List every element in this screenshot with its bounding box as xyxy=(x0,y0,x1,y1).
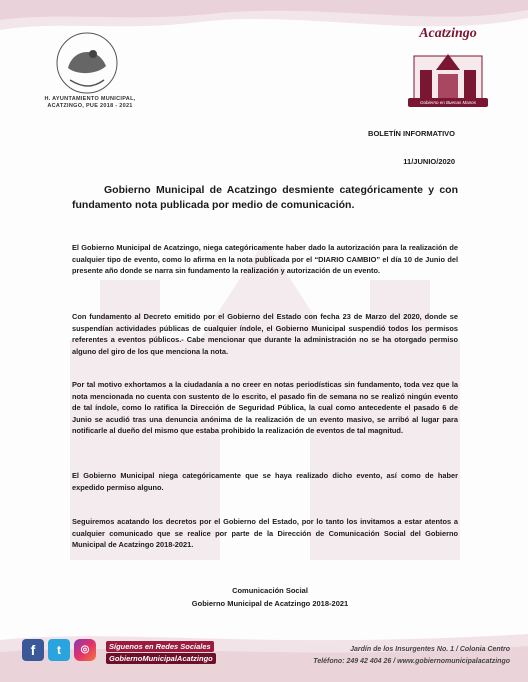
social-handle[interactable]: GobiernoMunicipalAcatzingo xyxy=(106,653,216,664)
bulletin-date: 11/JUNIO/2020 xyxy=(403,157,455,166)
footer-phone-website: Teléfono: 249 42 404 26 / www.gobiernomunicipalacatzingo xyxy=(313,658,510,665)
twitter-icon[interactable]: t xyxy=(48,639,70,661)
bulletin-label: BOLETÍN INFORMATIVO xyxy=(368,129,455,138)
municipality-name xyxy=(20,96,160,110)
paragraph-5: Seguiremos acatando los decretos por el Gobierno del Estado, por lo tanto los invitamos a estar atentos a cualquier comunicado que se realice por parte de la Dirección de Comunicación Social del Gobierno Municipal de Acatzingo 2018-2021. xyxy=(72,517,458,549)
municipality-line2: ACATZINGO, PUE 2018 - 2021 xyxy=(47,103,133,109)
facebook-icon[interactable]: f xyxy=(22,639,44,661)
footer-address: Jardín de los Insurgentes No. 1 / Colonia Centro xyxy=(350,646,510,653)
paragraph-2: Con fundamento al Decreto emitido por el Gobierno del Estado con fecha 23 de Marzo del 2020, donde se suspendían actividades públicas de cualquier índole, el Gobierno Municipal suspendió todos los permisos referentes a eventos públicos.- Cabe mencionar que durante la administración no se ha otorgado permiso alguno del giro de los que menciona la nota. xyxy=(72,312,458,356)
signature-department: Comunicación Social xyxy=(232,586,308,595)
logo-title: Acatzingo xyxy=(419,26,477,41)
paragraph-3: Por tal motivo exhortamos a la ciudadanía a no creer en notas periodísticas sin fundamento, toda vez que la nota mencionada no cuenta con sustento de lo escrito, el pasado fin de semana no se realizó ningún evento de tal índole, como lo ratifica la Dirección de Seguridad Pública, la cual como antecedente el pasado 6 de Junio se acudió tras una denuncia anónima de la realización de un evento masivo, se arribó al lugar para notificarle al dueño del mismo que estaba prohibido la realización de eventos de tal magnitud. xyxy=(72,380,458,435)
paragraph-4: El Gobierno Municipal niega categóricamente que se haya realizado dicho evento, así como de haber expedido permiso alguno. xyxy=(72,471,458,492)
signature-government: Gobierno Municipal de Acatzingo 2018-2021 xyxy=(191,599,349,608)
instagram-icon[interactable]: ◎ xyxy=(74,639,96,661)
follow-us-label: Síguenos en Redes Sociales xyxy=(106,641,214,652)
municipality-line1: H. AYUNTAMIENTO MUNICIPAL, xyxy=(44,96,136,102)
headline: Gobierno Municipal de Acatzingo desmiente categóricamente y con fundamento nota publicada por medio de comunicación. xyxy=(72,184,458,211)
logo-banner: Gobierno en Buenas Manos xyxy=(408,98,488,107)
mexican-coat-of-arms-seal xyxy=(48,28,126,98)
paragraph-1: El Gobierno Municipal de Acatzingo, niega categóricamente haber dado la autorización para la realización de cualquier tipo de evento, como lo afirma en la nota publicada por el “DIARIO CAMBIO” el día 10 de Junio del presente año donde se narra sin fundamento la realización y autorización de un evento. xyxy=(72,243,458,275)
